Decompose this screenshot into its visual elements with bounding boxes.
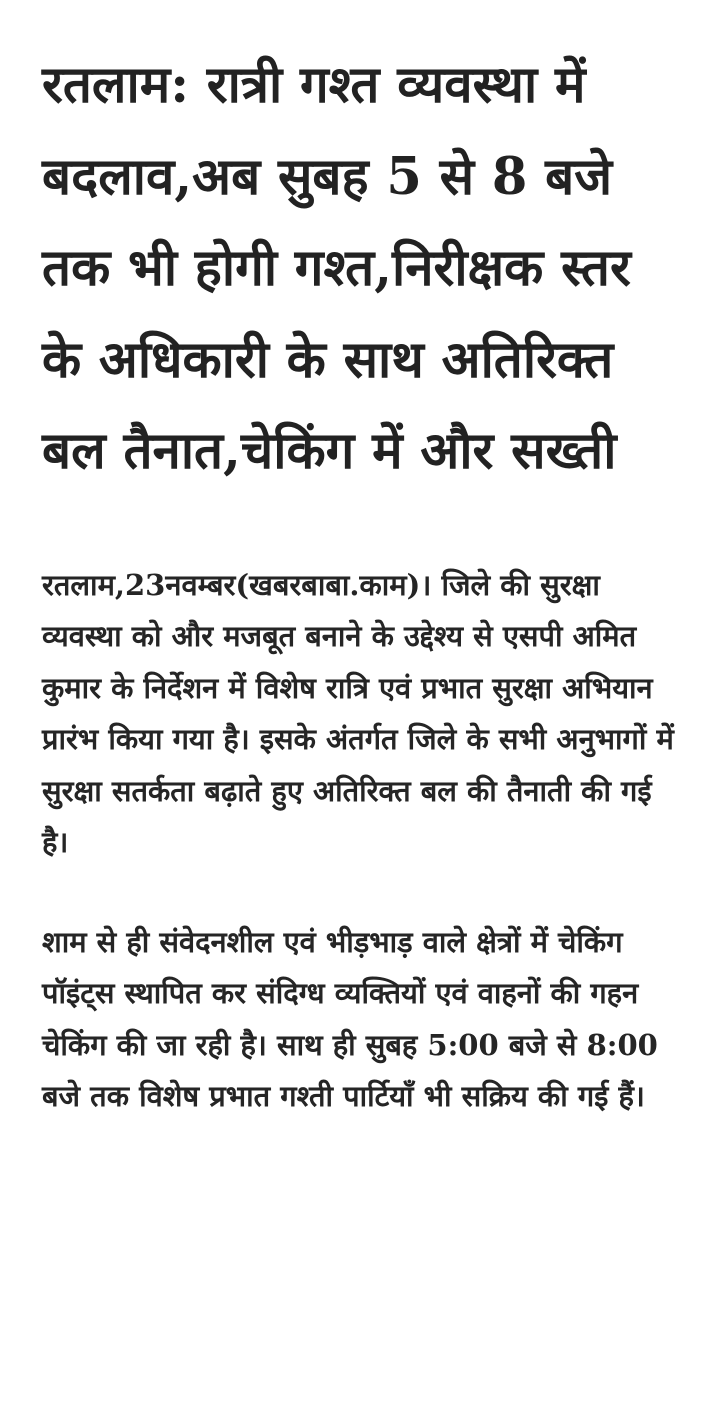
article-paragraph-1: रतलाम,23नवम्बर(खबरबाबा.काम)। जिले की सुरक्षा व्यवस्था को और मजबूत बनाने के उद्देश्य से एसपी अमित कुमार के निर्देशन में विशेष रात्रि एवं प्रभात सुरक्षा अभियान प्रारंभ किया गया है। इसके अंतर्गत जिले के सभी अनुभागों में सुरक्षा सतर्कता बढ़ाते हुए अतिरिक्त बल की तैनाती की गई है। <box>42 567 674 859</box>
article-paragraph-2: शाम से ही संवेदनशील एवं भीड़भाड़ वाले क्षेत्रों में चेकिंग पॉइंट्स स्थापित कर संदिग्ध व्यक्तियों एवं वाहनों की गहन चेकिंग की जा रही है। साथ ही सुबह 5:00 बजे से 8:00 बजे तक विशेष प्रभात गश्ती पार्टियाँ भी सक्रिय की गई हैं। <box>42 924 658 1113</box>
article-body <box>42 560 684 1123</box>
article-headline: रतलाम: रात्री गश्त व्यवस्था में बदलाव,अब सुबह 5 से 8 बजे तक भी होगी गश्त,निरीक्षक स्तर के अधिकारी के साथ अतिरिक्त बल तैनात,चेकिंग में और सख्ती <box>42 55 631 481</box>
